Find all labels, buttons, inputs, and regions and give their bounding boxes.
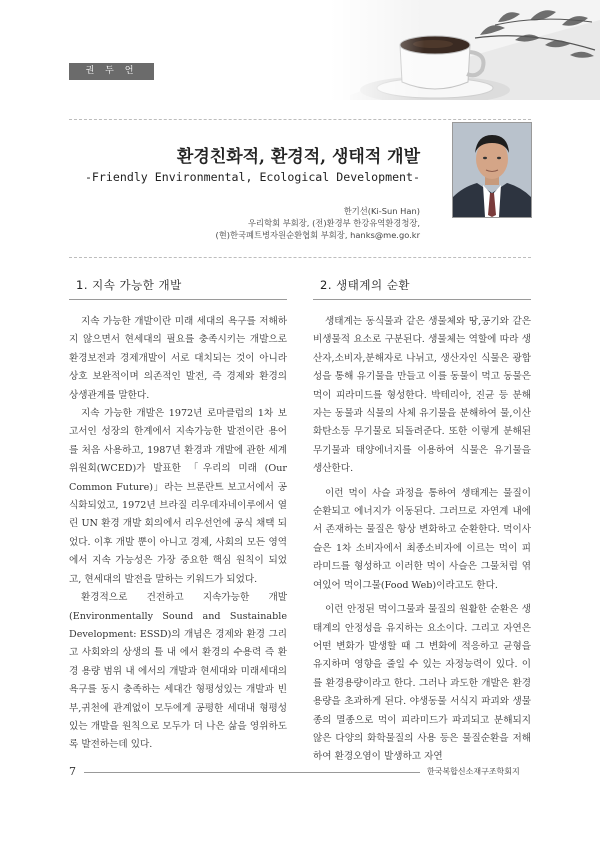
paragraph: 지속 가능한 개발이란 미래 세대의 욕구를 저해하지 않으면서 현세대의 필요를 충족시키는 개발으로 환경보전과 경제개발이 서로 대치되는 것이 아니라 상호 보완적이며 의존적인 발전, 즉 경제와 환경의 상생관계를 말한다. [69, 316, 287, 401]
section-1-body [69, 313, 287, 755]
author-block [69, 205, 420, 241]
header-divider [69, 257, 531, 258]
top-divider [69, 119, 531, 120]
article-title-english: -Friendly Environmental, Ecological Development- [84, 170, 420, 184]
paragraph: 이런 안정된 먹이그물과 물질의 원활한 순환은 생태계의 안정성을 유지하는 요소이다. 그리고 자연은 어떤 변화가 발생할 때 그 변화에 적응하고 균형을 유지하며 영향을 줄일 수 있는 자정능력이 있다. 이를 환경용량이라고 한다. 그러나 과도한 개발은 환경용량을 초과하게 된다. 야생동물 서식지 파괴와 생물종의 멸종으로 먹이 피라미드가 파괴되고 분해되지 않은 다양의 화학물질의 사용 등은 물질순환을 저해하여 환경오염이 발생하고 자연 [313, 604, 531, 763]
section-1-rule [69, 299, 287, 300]
header-decoration-image [330, 0, 600, 100]
publication-name: 한국복합신소재구조학회지 [427, 767, 520, 776]
section-1-heading: 1. 지속 가능한 개발 [76, 278, 182, 292]
paragraph: 지속 가능한 개발은 1972년 로마클럽의 1차 보고서인 성장의 한계에서 지속가능한 발전이란 용어를 처음 사용하고, 1987년 환경과 개발에 관한 세계위원회(WCED)가 발표한 「우리의 미래 (Our Common Future)」라는 브룬란트 보고서에서 공식화되었고, 1972년 브라질 리우데자네이루에서 열린 UN 환경 개발 회의에서 리우선언에 공식 채택 되었다. 이후 개발 뿐이 아니고 경제, 사회의 모든 영역에서 지속 가능성은 가장 중요한 핵심 원칙이 되었고, 현세대의 발전을 말하는 키워드가 되었다. [69, 408, 287, 585]
author-affiliation-1: 우리학회 부회장, (전)환경부 한강유역환경청장, [248, 218, 420, 228]
section-2-rule [313, 299, 531, 300]
paragraph: 환경적으로 건전하고 지속가능한 개발 (Environmentally Sound and Sustainable Development: ESSD)의 개념은 경제와 환경 그리고 사회와의 상생의 틀 내 에서 환경의 수용력 즉 환경 용량 범위 내 에서의 개발과 현세대와 미래세대의 욕구를 동시 충족하는 세대간 형평성있는 개발과 빈부,귀천에 관계없이 모두에게 공평한 세대내 형평성 있는 개발을 원칙으로 모두가 더 나은 삶을 영위하도록 발전하는데 있다. [69, 592, 287, 751]
footer-rule [84, 772, 420, 773]
paragraph: 생태계는 동식물과 같은 생물체와 땅,공기와 같은 비생물적 요소로 구분된다. 생물체는 역할에 따라 생산자,소비자,분해자로 나뉘고, 생산자인 식물은 광합성을 통해 유기물을 만들고 이를 동물이 먹고 동물은 먹이 피라미드를 형성한다. 박테리아, 진균 등 분해자는 동물과 식물의 사체 유기물을 분해하여 물,이산화탄소등 무기물로 되돌려준다. 또한 이렇게 분해된 무기물과 태양에너지를 이용하여 식물은 유기물을 생산한다. [313, 316, 531, 475]
page-number: 7 [69, 765, 76, 778]
section-2-heading: 2. 생태계의 순환 [320, 278, 410, 292]
paragraph: 이런 먹이 사슬 과정을 통하여 생태계는 물질이 순환되고 에너지가 이동된다. 그러므로 자연계 내에서 존재하는 물질은 항상 변화하고 순환한다. 먹이사슬은 1차 소비자에서 최종소비자에 이르는 먹이 피라미드를 형성하고 이러한 먹이 사슬은 그물처럼 엮여있어 먹이그물(Food Web)이라고도 한다. [313, 487, 531, 591]
author-name: 한기선(Ki-Sun Han) [343, 206, 420, 216]
author-affiliation-2: (현)한국폐트병자원순환협회 부회장, hanks@me.go.kr [215, 230, 420, 240]
section-2-body [313, 313, 531, 767]
section-tag: 권 두 언 [69, 63, 154, 80]
article-title-korean: 환경친화적, 환경적, 생태적 개발 [176, 147, 420, 167]
author-photo [452, 122, 532, 218]
